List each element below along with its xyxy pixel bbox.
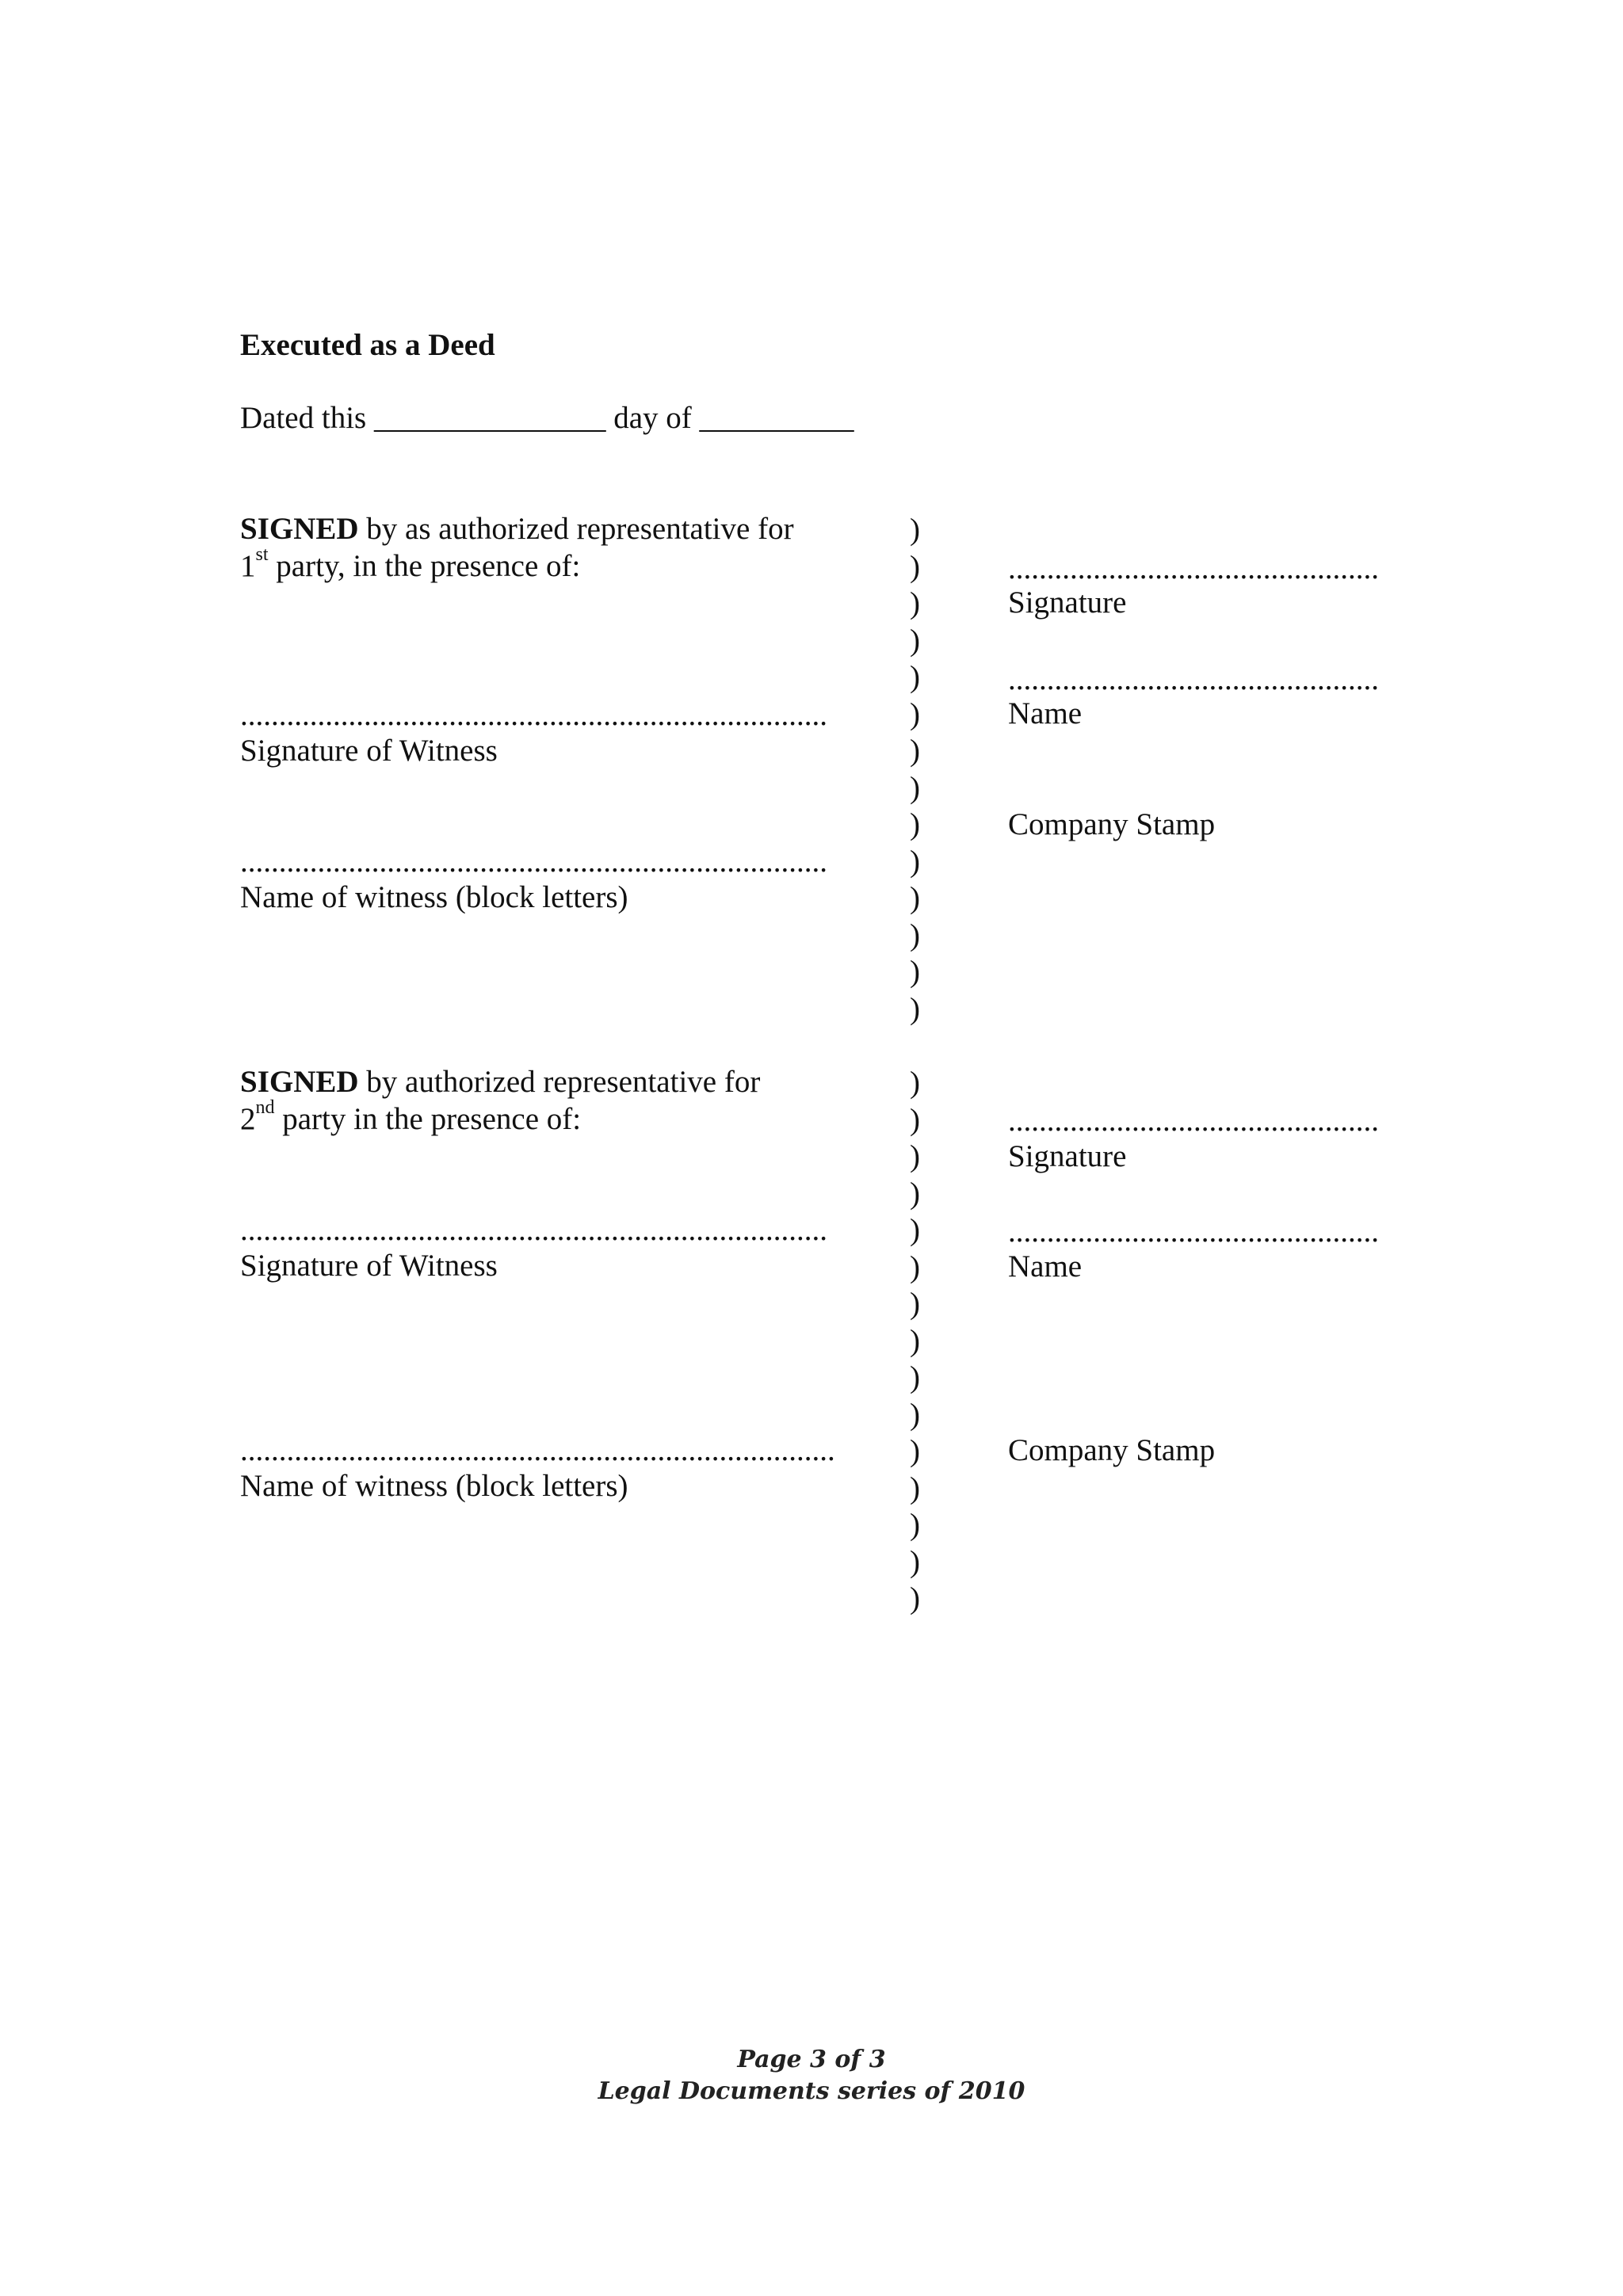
party1-ordinal-suffix: st — [255, 544, 269, 565]
bracket: ) — [910, 1139, 920, 1173]
bracket: ) — [910, 881, 920, 915]
party2-ordinal-suffix: nd — [255, 1097, 275, 1118]
bracket: ) — [910, 660, 920, 694]
party2-signature-line: ................................................ — [1008, 1104, 1379, 1138]
bracket: ) — [910, 1360, 920, 1394]
bracket: ) — [910, 1324, 920, 1358]
bracket: ) — [910, 586, 920, 620]
party2-presence-line — [240, 1097, 582, 1138]
party1-name-label: Name — [1008, 696, 1083, 730]
bracket: ) — [910, 1434, 920, 1468]
party1-company-stamp-label: Company Stamp — [1008, 807, 1216, 841]
party1-signed-line — [240, 511, 794, 547]
party2-witness-name-line: ............................................................................. — [240, 1433, 835, 1467]
party2-witness-name-label: Name of witness (block letters) — [240, 1469, 628, 1503]
bracket: ) — [910, 513, 920, 547]
party2-ordinal-number: 2 — [240, 1102, 256, 1136]
bracket: ) — [910, 1103, 920, 1137]
party1-name-line: ................................................ — [1008, 662, 1379, 696]
party2-witness-signature-line: ............................................................................ — [240, 1213, 827, 1247]
bracket: ) — [910, 1581, 920, 1615]
party1-signature-line: ................................................ — [1008, 551, 1379, 585]
party2-signed-text: by authorized representative for — [358, 1065, 761, 1099]
party2-name-label: Name — [1008, 1249, 1083, 1283]
bracket: ) — [910, 1250, 920, 1284]
party2-name-line: ................................................ — [1008, 1215, 1379, 1249]
party2-presence-text: party in the presence of: — [274, 1102, 582, 1136]
party2-company-stamp-label: Company Stamp — [1008, 1433, 1216, 1467]
party1-presence-line — [240, 544, 581, 585]
party2-signature-label: Signature — [1008, 1139, 1127, 1173]
bracket: ) — [910, 1213, 920, 1247]
bracket: ) — [910, 550, 920, 584]
party2-witness-signature-label: Signature of Witness — [240, 1249, 498, 1283]
party1-witness-signature-line: ............................................................................ — [240, 698, 827, 732]
bracket: ) — [910, 1545, 920, 1579]
party2-signed-line — [240, 1064, 760, 1100]
party1-presence-text: party, in the presence of: — [268, 549, 581, 583]
bracket: ) — [910, 1398, 920, 1432]
bracket: ) — [910, 1287, 920, 1321]
bracket: ) — [910, 992, 920, 1026]
deed-heading: Executed as a Deed — [240, 328, 495, 362]
footer-page-number: Page 3 of 3 — [737, 2046, 886, 2073]
party1-witness-name-line: ............................................................................ — [240, 845, 827, 879]
footer-series: Legal Documents series of 2010 — [598, 2077, 1025, 2105]
bracket: ) — [910, 734, 920, 768]
bracket: ) — [910, 1177, 920, 1211]
dated-line: Dated this _______________ day of __________ — [240, 401, 854, 435]
party2-signed-keyword: SIGNED — [240, 1065, 359, 1099]
bracket: ) — [910, 918, 920, 952]
bracket: ) — [910, 1508, 920, 1542]
party1-signed-text: by as authorized representative for — [358, 512, 794, 546]
bracket: ) — [910, 624, 920, 658]
bracket: ) — [910, 807, 920, 841]
bracket: ) — [910, 955, 920, 989]
party1-witness-name-label: Name of witness (block letters) — [240, 880, 628, 914]
bracket: ) — [910, 845, 920, 879]
party1-witness-signature-label: Signature of Witness — [240, 734, 498, 768]
bracket: ) — [910, 697, 920, 731]
bracket: ) — [910, 771, 920, 805]
party1-ordinal-number: 1 — [240, 549, 256, 583]
party1-signed-keyword: SIGNED — [240, 512, 359, 546]
bracket: ) — [910, 1471, 920, 1505]
party1-signature-label: Signature — [1008, 585, 1127, 620]
bracket: ) — [910, 1066, 920, 1100]
